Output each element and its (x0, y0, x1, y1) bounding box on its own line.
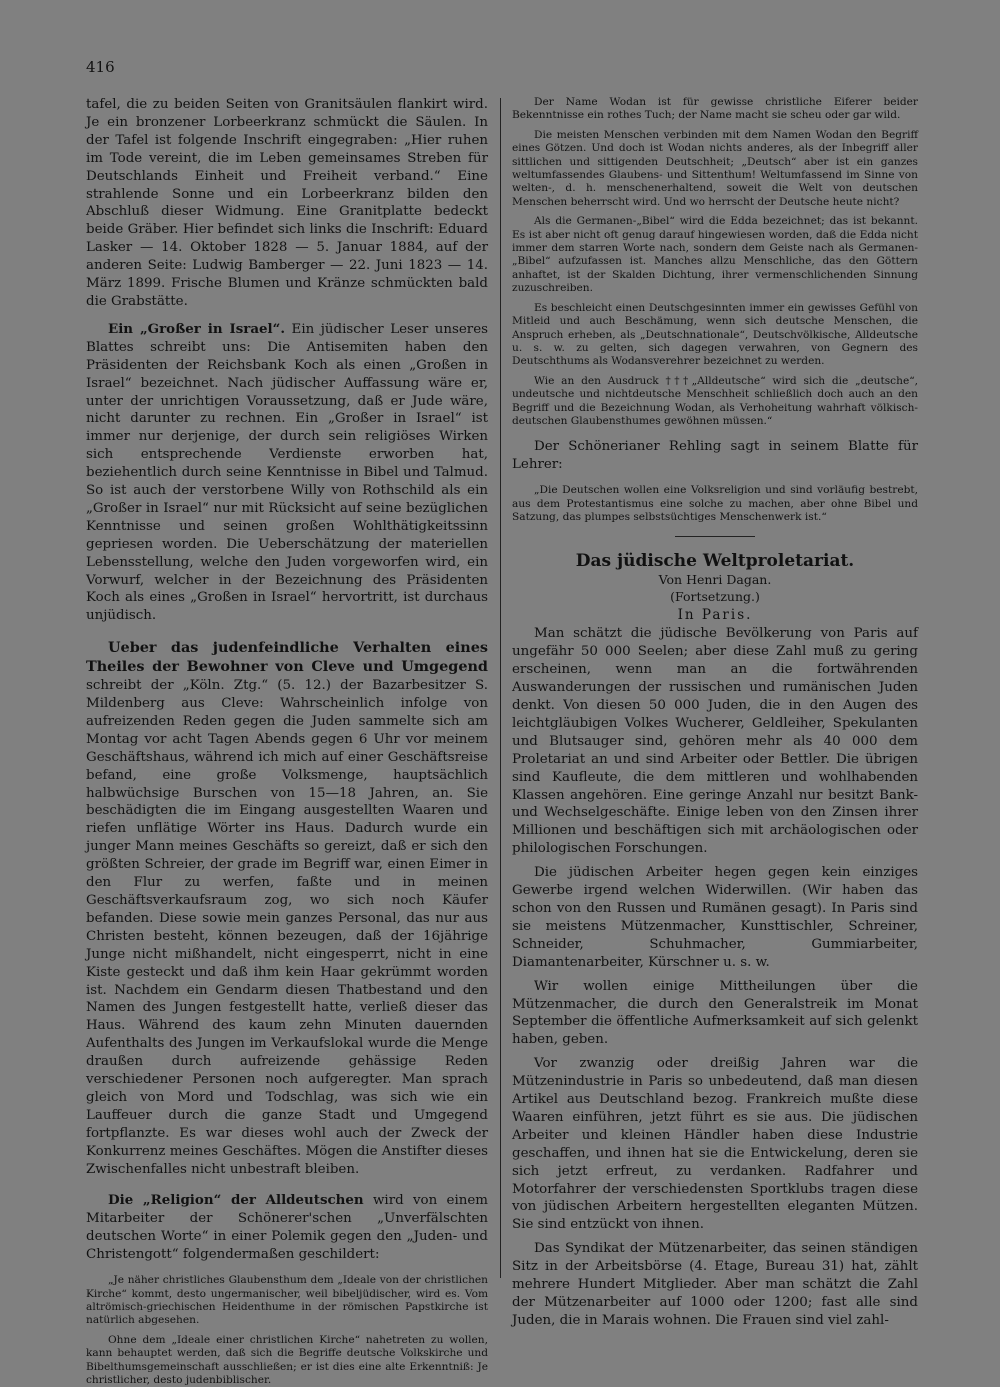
quote-glaubensthum: „Je näher christliches Glaubensthum dem „Ideale von der christlichen Kirche“ kommt, desto ungermanischer, weil bibeljüdischer, wird es. Vom altrömisch-griechischen Heidenthume in der römischen Papstkirche ist natürlich abgesehen. (86, 1274, 488, 1327)
quote-ausdruck: Wie an den Ausdruck †††„Alldeutsche“ wird sich die „deutsche“, undeutsche und nichtdeutsche Menschheit schließlich doch auch an den Begriff und die Bezeichnung Wodan, als Verhoheitung wahrhaft völkisch-deutschen Glaubensthumes gewöhnen müssen.“ (512, 374, 918, 427)
paragraph-arbeiter: Die jüdischen Arbeiter hegen gegen kein einziges Gewerbe irgend welchen Widerwillen. (Wir haben das schon von den Russen und Rumänen gesagt). In Paris sind sie meistens Mützenmacher, Kunsttischler, Schreiner, Schneider, Schuhmacher, Gummiarbeiter, Diamantenarbeiter, Kürschner u. s. w. (512, 865, 918, 970)
section-rule (675, 536, 755, 537)
paragraph-tafel: tafel, die zu beiden Seiten von Granitsäulen flankirt wird. Je ein bronzener Lorbeerkranz schmückt die Säulen. In der Tafel ist folgende Inschrift eingegraben: „Hier ruhen im Tode vereint, die im Leben gemeinsames Streben für Deutschlands Einheit und Freiheit verband.“ Eine strahlende Sonne und ein Lorbeerkranz bilden den Abschluß dieser Widmung. Eine Granitplatte bedeckt beide Gräber. Hier befindet sich links die Inschrift: Eduard Lasker — 14. Oktober 1828 — 5. Januar 1884, auf der anderen Seite: Ludwig Bamberger — 22. Juni 1823 — 14. März 1899. Frische Blumen und Kränze schmückten bald die Grabstätte. (86, 97, 488, 309)
paragraph-bevoelkerung: Man schätzt die jüdische Bevölkerung von Paris auf ungefähr 50 000 Seelen; aber diese Zahl muß zu gering erscheinen, wenn man an die fortwährenden Auswanderungen der russischen und rumänischen Juden denkt. Von diesen 50 000 Juden, die in den Augen des leichtgläubigen Volkes Wucherer, Geldleiher, Spekulanten und Blutsauger sind, gehören mehr als 40 000 dem Proletariat an und sind Arbeiter oder Bettler. Die übrigen sind Kaufleute, die dem mittleren und wohlhabenden Klassen angehören. Eine geringe Anzahl nur besitzt Bank- und Wechselgeschäfte. Einige leben von den Zinsen ihrer Millionen und beschäftigen sich mit archäologischen oder philologischen Forschungen. (512, 626, 918, 857)
article-subhead: In Paris. (677, 607, 753, 624)
heading-grosser-in-israel: Ein „Großer in Israel“. (108, 320, 286, 337)
paragraph-cleve (86, 639, 488, 1178)
quote-edda: Als die Germanen-„Bibel“ wird die Edda bezeichnet; das ist bekannt. Es ist aber nicht oft genug darauf hingewiesen worden, daß die Edda nicht immer dem starren Worte nach, sondern dem Geiste nach als Germanen-„Bibel“ aufzufassen ist. Manches allzu Menschliche, das den Göttern anhaftet, ist der Skalden Dichtung, ihrer vermenschlichenden Sinnung zuzuschreiben. (512, 215, 918, 295)
text-grosser-in-israel: Ein jüdischer Leser unseres Blattes schreibt uns: Die Antisemiten haben den Präsidenten der Reichsbank Koch als einen „Großen in Israel“ bezeichnet. Nach jüdischer Auffassung wäre er, unter der unrichtigen Voraussetzung, daß er Jude wäre, nicht darunter zu rechnen. Ein „Großer in Israel“ ist immer nur derjenige, der durch sein religiöses Wirken sich entsprechende Verdienste erworben hat, beziehentlich durch seine Kenntnisse in Bibel und Talmud. So ist auch der verstorbene Willy von Rothschild als ein „Großer in Israel“ nur mit Rücksicht auf seine bezüglichen Kenntnisse und seinen großen Wohlthätigkeitssinn gepriesen worden. Die Ueberschätzung der materiellen Lebensstellung, welche den Juden vorgeworfen wird, ein Vorwurf, welcher in der Bezeichnung des Präsidenten Koch als eines „Großen in Israel“ hervortritt, ist durchaus unjüdisch. (86, 321, 488, 624)
heading-alldeutsche: Die „Religion“ der Alldeutschen (108, 1192, 364, 1209)
right-column (512, 96, 918, 1330)
article-title: Das jüdische Weltproletariat. (575, 551, 855, 572)
text-alldeutsche: wird von einem Mitarbeiter der Schönerer'schen „Unverfälschten deutschen Worte“ in einer Polemik gegen den „Juden- und Christengott“ folgendermaßen geschildert: (86, 1193, 488, 1263)
left-column (86, 96, 488, 1387)
paragraph-alldeutsche (86, 1192, 488, 1264)
paragraph-rehling: Der Schönerianer Rehling sagt in seinem Blatte für Lehrer: (512, 439, 918, 473)
paragraph-muetzenindustrie: Vor zwanzig oder dreißig Jahren war die Mützenindustrie in Paris so unbedeutend, daß man diesen Artikel aus Deutschland bezog. Frankreich mußte diese Waaren einführen, jetzt führt es sie aus. Die jüdischen Arbeiter und kleinen Händler haben diese Industrie geschaffen, und ihnen hat sie die Entwickelung, deren sie sich jetzt erfreut, zu verdanken. Radfahrer und Motorfahrer der verschiedensten Sportklubs tragen diese von jüdischen Arbeitern hergestellten eleganten Mützen. Sie sind entzückt von ihnen. (512, 1056, 918, 1233)
paragraph-grosser-in-israel (86, 321, 488, 625)
quote-deutschgesinnte: Es beschleicht einen Deutschgesinnten immer ein gewisses Gefühl von Mitleid und auch Beschämung, wenn sich deutsche Menschen, die Anspruch erheben, als „Deutschnationale“, Deutschvölkische, Alldeutsche u. s. w. zu gelten, sich dagegen verwahren, von Gegnern des Deutschthums als Wodansverehrer bezeichnet zu werden. (512, 301, 918, 368)
quote-wodan-begriff: Die meisten Menschen verbinden mit dem Namen Wodan den Begriff eines Götzen. Und doch ist Wodan nichts anderes, als der Inbegriff aller sittlichen und sittigenden Deutschheit; „Deutsch“ aber ist ein ganzes weltumfassendes Glaubens- und Sittenthum! Weltumfassend im Sinne von welten-, d. h. menschenerhaltend, soweit die Welt von deutschen Menschen beherrscht wird. Und wo herrscht der Deutsche heute nicht? (512, 128, 918, 208)
article-continued: (Fortsetzung.) (670, 589, 760, 605)
quote-volksreligion: „Die Deutschen wollen eine Volksreligion und sind vorläufig bestrebt, aus dem Protestantismus eine solche zu machen, aber ohne Bibel und Satzung, das plumpes selbstsüchtiges Menschenwerk ist.“ (512, 484, 918, 523)
paragraph-muetzenmacher: Wir wollen einige Mittheilungen über die Mützenmacher, die durch den Generalstreik im Monat September die öffentliche Aufmerksamkeit auf sich gelenkt haben, geben. (512, 978, 918, 1048)
quote-ideale: Ohne dem „Ideale einer christlichen Kirche“ nahetreten zu wollen, kann behauptet werden, daß sich die Begriffe deutsche Volkskirche und Bibelthumsgemeinschaft ausschließen; er ist dies eine alte Erkenntniß: Je christlicher, desto judenbiblischer. (86, 1333, 488, 1386)
column-divider (500, 98, 501, 1278)
paragraph-syndikat: Das Syndikat der Mützenarbeiter, das seinen ständigen Sitz in der Arbeitsbörse (4. Etage, Bureau 31) hat, zählt mehrere Hundert Mitglieder. Aber man schätzt die Zahl der Mützenarbeiter auf 1000 oder 1200; fast alle sind Juden, die in Marais wohnen. Die Frauen sind viel zahl- (512, 1241, 918, 1328)
page-number: 416 (86, 58, 115, 76)
article-byline: Von Henri Dagan. (658, 572, 772, 588)
quote-wodan-name: Der Name Wodan ist für gewisse christliche Eiferer beider Bekenntnisse ein rothes Tuch; der Name macht sie scheu oder gar wild. (512, 96, 918, 122)
text-cleve: schreibt der „Köln. Ztg.“ (5. 12.) der Bazarbesitzer S. Mildenberg aus Cleve: Wahrscheinlich infolge von aufreizenden Reden gegen die Juden sammelte sich am Montag vor acht Tagen Abends gegen 6 Uhr vor meinem Geschäftshaus, während ich mich auf einer Geschäftsreise befand, eine große Volksmenge, hauptsächlich halbwüchsige Burschen von 15—18 Jahren, an. Sie beschädigten die im Eingang ausgestellten Waaren und riefen unflätige Wörter ins Haus. Dadurch wurde ein junger Mann meines Geschäfts so gereizt, daß er sich den größten Schreier, der grade im Begriff war, einen Eimer in den Flur zu werfen, faßte und in meinen Geschäftsverkaufsraum zog, wo sich noch Käufer befanden. Diese sowie mein ganzes Personal, das nur aus Christen besteht, können bezeugen, daß der 16jährige Junge nicht mißhandelt, nicht eingesperrt, nicht in eine Kiste gesteckt und daß ihm kein Haar gekrümmt worden ist. Nachdem ein Gendarm diesen Thatbestand und den Namen des Jungen festgestellt hatte, verließ dieser das Haus. Während des kaum zehn Minuten dauernden Aufenthalts des Jungen im Verkaufslokal wurde die Menge draußen durch aufreizende gehässige Reden verschiedener Personen noch aufgeregter. Man sprach gleich von Mord und Todschlag, was sich wie ein Lauffeuer durch die ganze Stadt und Umgegend fortpflanzte. Es war dieses wohl auch der Zweck der Konkurrenz meines Geschäftes. Mögen die Anstifter dieses Zwischenfalles nicht unbestraft bleiben. (86, 678, 488, 1177)
heading-cleve: Ueber das judenfeindliche Verhalten eines Theiles der Bewohner von Cleve und Umgegend (86, 639, 488, 676)
